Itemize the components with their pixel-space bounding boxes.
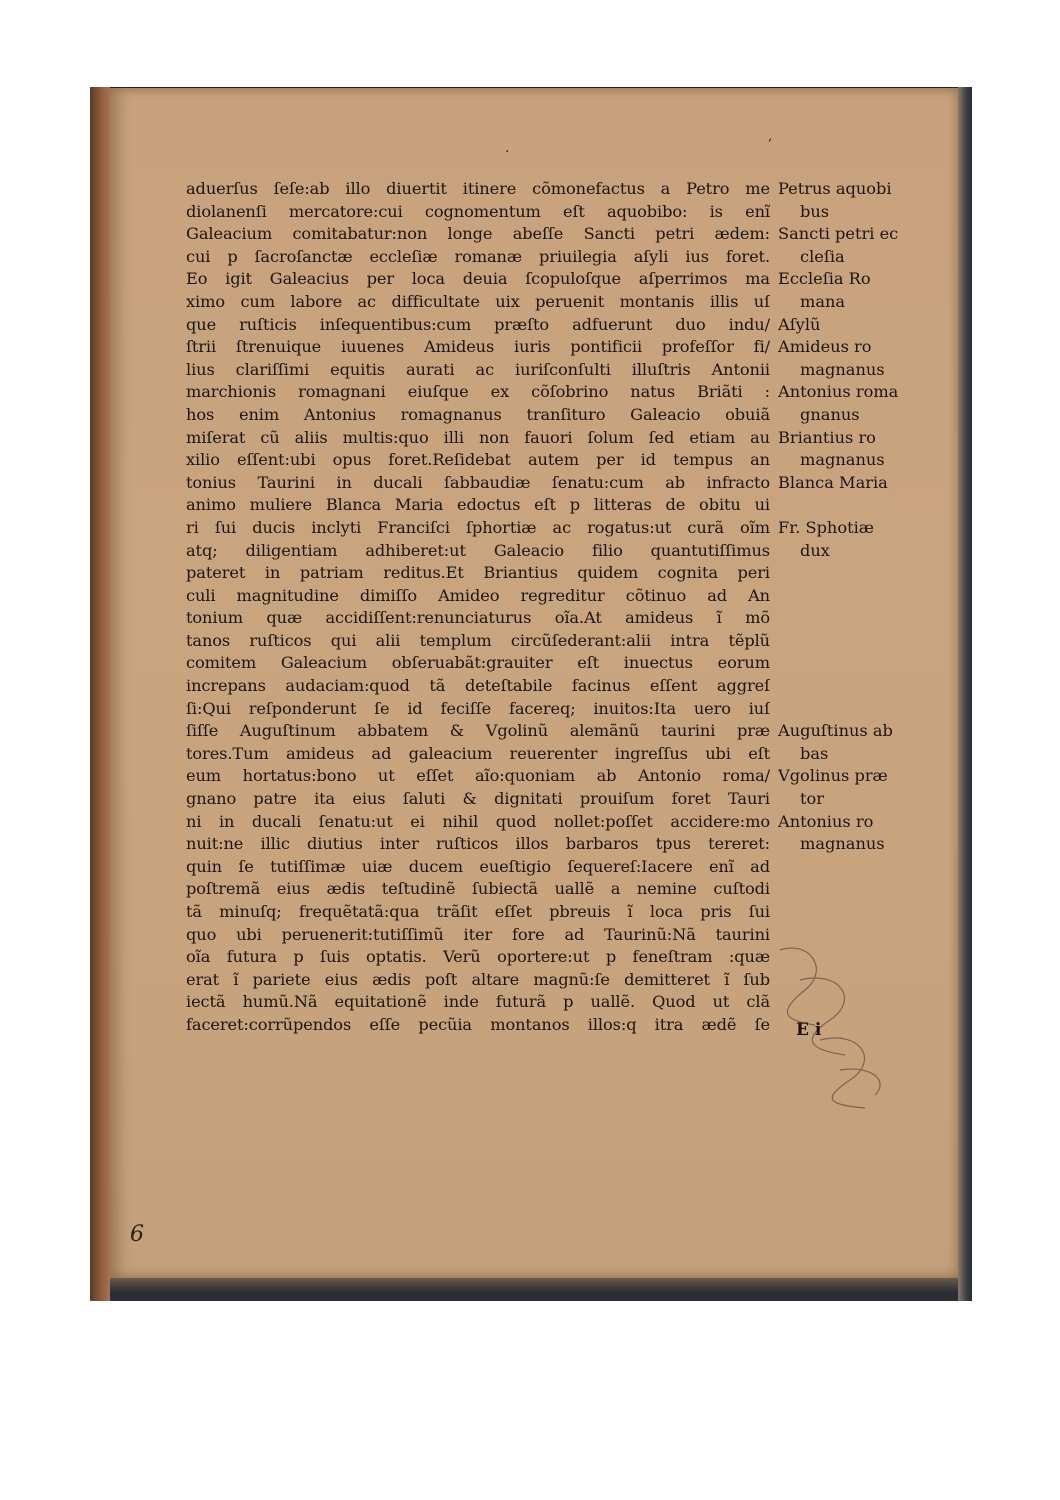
text-line: ximo cum labore ac difficultate uix peruenit montanis illis uſ [186,291,770,311]
text-line: Galeacium comitabatur:non longe abeſſe Sancti petri ædem: [186,224,770,244]
text-line: increpans audaciam:quod tã deteſtabile facinus eſſent aggreſ [186,676,770,696]
marginal-note: cleſia [800,246,845,266]
left-binding-edge [90,87,110,1301]
text-line: Eo igit Galeacius per loca deuia ſcopuloſque aſperrimos ma [186,269,770,289]
text-line: aduerſus ſeſe:ab illo diuertit itinere cõmonefactus a Petro me [186,179,770,198]
text-line: atq; diligentiam adhiberet:ut Galeacio filio quantutiſſimus [186,540,770,560]
marginal-note: Auguſtinus ab [778,721,893,741]
text-line: tã minuſq; frequẽtatã:qua trãſit eſſet pbreuis ĩ loca pris ſui [186,902,770,921]
text-line: quin ſe tutiſſimæ uiæ ducem eueſtigio ſequereſ:Iacere enĩ ad [186,856,770,876]
marginal-note: Eccleſia Ro [778,269,871,289]
marginal-note: Aſylũ [778,314,821,334]
bottom-page-edge [110,1278,958,1301]
text-line: oĩa futura p ſuis optatis. Verũ oportere:ut p feneſtram :quæ [186,947,770,967]
text-line: tanos ruſticos qui alii templum circũſederant:alii intra tẽplũ [186,630,770,650]
flourish-ornament-icon [760,930,910,1120]
marginal-note: bus [800,201,830,221]
text-line: cui p ſacroſanctæ eccleſiæ romanæ priuilegia aſyli ius foret. [186,246,770,266]
text-line: ſtrii ſtrenuique iuuenes Amideus iuris pontificii profeſſor fi/ [186,337,770,357]
text-line: poſtremã eius ædis teſtudinẽ ſubiectã uallẽ a nemine cuſtodi [186,879,770,899]
marginal-note [778,494,938,517]
text-line: tonium quæ accidiſſent:renunciaturus oĩa.At amideus ĩ mõ [186,608,770,628]
text-line: gnano patre ita eius ſaluti & dignitati prouiſum foret Tauri [186,789,770,809]
top-mark: . [505,140,510,156]
marginal-note [778,652,938,675]
text-line: que ruſticis inſequentibus:cum præſto adfuerunt duo indu/ [186,314,770,334]
marginal-note: bas [800,743,829,763]
marginal-note [778,585,938,608]
text-line: ſiſſe Auguſtinum abbatem & Vgolinũ alemãnũ taurini præ [186,721,770,741]
text-line: erat ĩ pariete eius ædis poſt altare magnũ:ſe demitteret ĩ ſub [186,969,770,989]
text-line: ſi:Qui reſponderunt ſe id feciſſe facereq; inuitos:Ita uero iuſ [186,698,770,718]
text-line: miſerat cũ aliis multis:quo illi non fauori ſolum ſed etiam au [186,427,770,447]
text-line: quo ubi peruenerit:tutiſſimũ iter fore ad Taurinũ:Nã taurini [186,924,770,944]
marginal-note: tor [800,789,824,809]
marginal-note [778,562,938,585]
marginal-note: magnanus [800,834,885,854]
text-line: nuit:ne illic diutius inter ruſticos illos barbaros tpus tereret: [186,834,770,854]
text-line: faceret:corrũpendos eſſe pecũia montanos illos:q itra ædẽ ſe [186,1014,770,1034]
text-line: comitem Galeacium obſeruabãt:grauiter eſt inuectus eorum [186,653,770,673]
text-line: pateret in patriam reditus.Et Briantius quidem cognita peri [186,563,770,583]
top-mark-secondary: , [768,128,773,144]
marginal-notes [778,178,938,856]
text-line: marchionis romagnani eiuſque ex cõſobrino natus Briãti : [186,382,770,402]
right-page-edge [958,87,972,1301]
text-line: iectã humũ.Nã equitationẽ inde futurã p uallẽ. Quod ut clã [186,992,770,1012]
marginal-note: Briantius ro [778,427,876,447]
marginal-note [778,607,938,630]
marginal-note: Vgolinus præ [778,766,888,786]
text-line: ri ſui ducis inclyti Franciſci ſphortiæ ac rogatus:ut curã oĩm [186,517,770,537]
text-line: lius clariſſimi equitis aurati ac iuriſconſulti illuſtris Antonii [186,359,770,379]
marginal-note: gnanus [800,404,860,424]
marginal-note: magnanus [800,450,885,470]
marginal-note: Fr. Sphotiæ [778,517,875,537]
text-line: xilio eſſent:ubi opus foret.Reſidebat autem per id tempus an [186,450,770,470]
text-line: tores.Tum amideus ad galeacium reuerenter ingreſſus ubi eſt [186,743,770,763]
marginal-note: Petrus aquobi [778,179,892,198]
text-line: ni in ducali ſenatu:ut ei nihil quod nollet:poſſet accidere:mo [186,811,770,831]
marginal-note: Sancti petri ec [778,224,899,244]
main-text-block [186,178,770,1037]
text-line: tonius Taurini in ducali ſabbaudiæ ſenatu:cum ab infracto [186,472,770,492]
marginal-note [778,698,938,721]
marginal-note: Amideus ro [778,337,872,357]
text-line: culi magnitudine dimiſſo Amideo regreditur cõtinuo ad An [186,585,770,605]
marginal-note [778,675,938,698]
text-line: diolanenſi mercatore:cui cognomentum eſt aquobibo: is enĩ [186,201,770,221]
marginal-note [778,630,938,653]
marginal-note: Antonius roma [778,382,899,402]
marginal-note: magnanus [800,359,885,379]
marginal-note: dux [800,540,830,560]
catchword: E i [796,1020,822,1040]
corner-handwritten-mark: 6 [130,1222,144,1247]
text-line: animo muliere Blanca Maria edoctus eſt p litteras de obitu ui [186,495,770,515]
marginal-note: mana [800,291,846,311]
text-line: eum hortatus:bono ut eſſet aĩo:quoniam ab Antonio roma/ [186,766,770,786]
marginal-note: Antonius ro [778,811,874,831]
marginal-note: Blanca Maria [778,472,888,492]
text-line: hos enim Antonius romagnanus tranſituro Galeacio obuiã [186,404,770,424]
